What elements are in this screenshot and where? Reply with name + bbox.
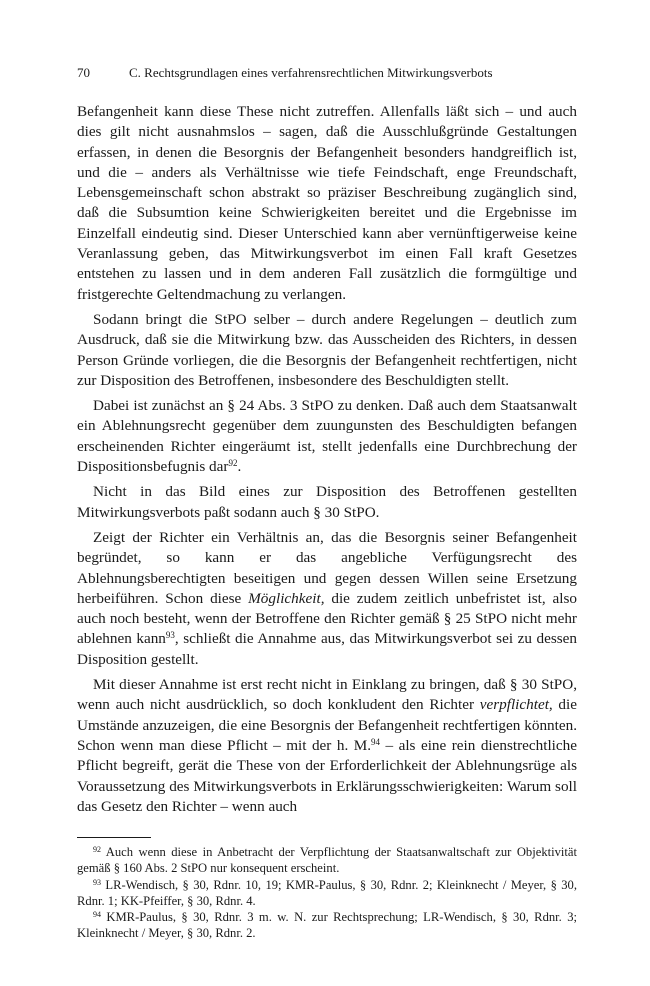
main-text [77,102,577,817]
paragraph-6 [77,675,577,817]
running-title: C. Rechtsgrundlagen eines verfahrensrechtlichen Mitwirkungsverbots [129,65,493,80]
footnote-marker-93: 93 [93,877,101,887]
page-number: 70 [77,65,90,80]
emphasis-moeglichkeit: Möglichkeit, [248,589,325,607]
running-header [77,64,577,82]
footnote-ref-93: 93 [165,630,175,641]
footnote-divider [77,837,151,838]
footnote-93-text: LR-Wendisch, § 30, Rdnr. 10, 19; KMR-Paulus, § 30, Rdnr. 2; Kleinknecht / Meyer, § 30, Rdnr. 1; KK-Pfeiffer, § 30, Rdnr. 4. [77,877,577,908]
footnote-94 [77,909,577,941]
paragraph-4: Nicht in das Bild eines zur Disposition des Betroffenen gestellten Mitwirkungsverbots paßt sodann auch § 30 StPO. [77,483,577,521]
book-page [77,64,577,941]
paragraph-2: Sodann bringt die StPO selber – durch andere Regelungen – deutlich zum Ausdruck, daß sie die Mitwirkung bzw. das Ausscheiden des Richters, in dessen Person Gründe vorliegen, die die Besorgnis der Befangenheit rechtfertigen, nicht zur Disposition des Betroffenen, insbesondere des Beschuldigten stellt. [77,310,577,389]
paragraph-6-text-a: Mit dieser Annahme ist erst recht nicht in Einklang zu bringen, daß § 30 StPO, wenn auch nicht ausdrücklich, so doch konkludent den Richter [77,676,577,714]
paragraph-3-text: Dabei ist zunächst an § 24 Abs. 3 StPO zu denken. Daß auch dem Staatsanwalt ein Ablehnungsrecht gegenüber dem zuungunsten des Beschuldigten befangen erscheinenden Richter eingeräumt ist, stellt jedenfalls eine Durchbrechung der Dispositionsbefugnis dar [77,397,577,476]
footnote-93 [77,877,577,909]
footnote-marker-94: 94 [93,909,101,919]
paragraph-5 [77,528,577,670]
footnote-92 [77,844,577,876]
footnote-ref-94: 94 [371,736,381,747]
footnote-94-text: KMR-Paulus, § 30, Rdnr. 3 m. w. N. zur Rechtsprechung; LR-Wendisch, § 30, Rdnr. 3; Kleinknecht / Meyer, § 30, Rdnr. 2. [77,909,577,941]
footnote-marker-92: 92 [93,845,101,855]
paragraph-6-text-b: die Umstände anzuzeigen, die eine Besorgnis der Befangenheit rechtfertigen könnten. Schon wenn man diese Pflicht – mit der h. M. [77,696,577,754]
paragraph-6-text-c: – als eine rein dienstrechtliche Pflicht begreift, gerät die These von der Erforderlichkeit der Ablehnungsrüge als Voraussetzung des Mitwirkungsverbots in Erklärungsschwierigkeiten: Warum soll das Gesetz den Richter – wenn auch [77,736,577,815]
paragraph-5-text-b: die zudem zeitlich unbefristet ist, also auch noch besteht, wenn der Betroffene den Richter gemäß § 25 StPO nicht mehr ablehnen kann [77,589,577,648]
paragraph-3-end: . [237,458,242,476]
paragraph-3 [77,396,577,477]
footnotes [77,844,577,941]
paragraph-5-text-a: Zeigt der Richter ein Verhältnis an, das die Besorgnis seiner Befangenheit begründet, so kann er das angebliche Verfügungsrecht des Ablehnungsberechtigten beseitigen und gegen dessen Willen seine Ersetzung herbeiführen. Schon diese [77,528,577,607]
paragraph-1: Befangenheit kann diese These nicht zutreffen. Allenfalls läßt sich – und auch dies gilt nicht ausnahmslos – sagen, daß die Ausschlußgründe Gestaltungen erfassen, in denen die Besorgnis der Befangenheit besonders handgreiflich ist, und die – anders als Verhältnisse wie tiefe Feindschaft, enge Freundschaft, Lebensgemeinschaft schon abstrakt so präziser Beschreibung zugänglich sind, daß die Subsumtion keine Schwierigkeiten bereitet und die Ergebnisse im Einzelfall eindeutig sind. Dieser Unterschied kann aber vernünftigerweise keine Veranlassung geben, das Mitwirkungsverbot im einen Fall kraft Gesetzes entstehen zu lassen und in dem anderen Fall zusätzlich die formgültige und fristgerechte Geltendmachung zu verlangen. [77,103,577,303]
emphasis-verpflichtet: verpflichtet, [479,696,553,714]
paragraph-5-text-c: , schließt die Annahme aus, das Mitwirkungsverbot sei zu dessen Disposition gestellt. [77,630,577,668]
footnote-92-text: Auch wenn diese in Anbetracht der Verpflichtung der Staatsanwaltschaft zur Objektivität gemäß § 160 Abs. 2 StPO nur konsequent erscheint. [77,845,577,876]
footnote-ref-92: 92 [228,458,238,469]
